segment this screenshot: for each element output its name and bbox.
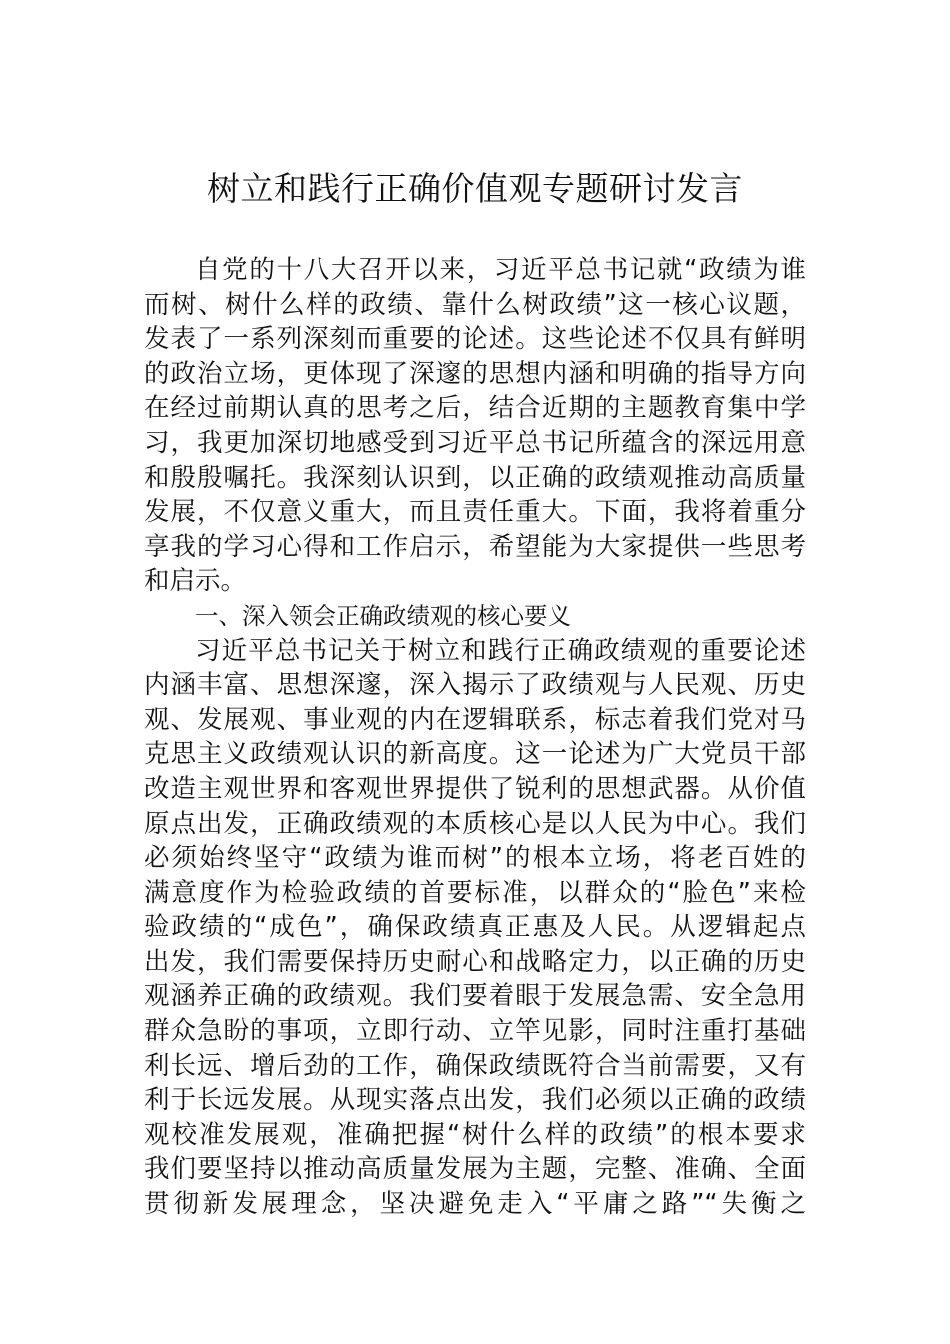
paragraph-line: 原点出发，正确政绩观的本质核心是以人民为中心。我们	[144, 808, 806, 839]
paragraph-line: 习，我更加深切地感受到习近平总书记所蕴含的深远用意	[144, 427, 806, 458]
paragraph-line: 贯彻新发展理念，坚决避免走入“平庸之路”“失衡之	[144, 1189, 806, 1220]
paragraph-line: 发展，不仅意义重大，而且责任重大。下面，我将着重分	[144, 497, 806, 528]
section-heading: 一、深入领会正确政绩观的核心要义	[195, 601, 571, 630]
paragraph-line: 在经过前期认真的思考之后，结合近期的主题教育集中学	[144, 393, 806, 424]
paragraph-line: 观涵养正确的政绩观。我们要着眼于发展急需、安全急用	[144, 981, 806, 1012]
document-title: 树立和践行正确价值观专题研讨发言	[207, 169, 743, 208]
paragraph-line: 的政治立场，更体现了深邃的思想内涵和明确的指导方向	[144, 358, 806, 389]
paragraph-line: 观校准发展观，准确把握“树什么样的政绩”的根本要求	[144, 1119, 806, 1150]
paragraph-line: 和启示。	[144, 566, 247, 597]
paragraph-line: 习近平总书记关于树立和践行正确政绩观的重要论述	[195, 635, 806, 666]
paragraph-line: 必须始终坚守“政绩为谁而树”的根本立场，将老百姓的	[144, 843, 806, 874]
paragraph-line: 内涵丰富、思想深邃，深入揭示了政绩观与人民观、历史	[144, 670, 806, 701]
paragraph-line: 利长远、增后劲的工作，确保政绩既符合当前需要，又有	[144, 1050, 806, 1081]
paragraph-line: 我们要坚持以推动高质量发展为主题，完整、准确、全面	[144, 1154, 806, 1185]
document-body	[144, 253, 806, 1222]
paragraph-line: 享我的学习心得和工作启示，希望能为大家提供一些思考	[144, 531, 806, 562]
paragraph-line: 群众急盼的事项，立即行动、立竿见影，同时注重打基础	[144, 1016, 806, 1047]
paragraph-line: 改造主观世界和客观世界提供了锐利的思想武器。从价值	[144, 773, 806, 804]
paragraph-line: 克思主义政绩观认识的新高度。这一论述为广大党员干部	[144, 739, 806, 770]
paragraph-line: 自党的十八大召开以来，习近平总书记就“政绩为谁	[195, 255, 806, 285]
paragraph-line: 和殷殷嘱托。我深刻认识到，以正确的政绩观推动高质量	[144, 462, 806, 493]
paragraph-line: 观、发展观、事业观的内在逻辑联系，标志着我们党对马	[144, 704, 806, 735]
paragraph-line: 而树、树什么样的政绩、靠什么树政绩”这一核心议题，	[144, 289, 806, 320]
paragraph-line: 满意度作为检验政绩的首要标准，以群众的“脸色”来检	[144, 877, 806, 908]
paragraph-line: 验政绩的“成色”，确保政绩真正惠及人民。从逻辑起点	[144, 912, 806, 943]
paragraph-line: 发表了一系列深刻而重要的论述。这些论述不仅具有鲜明	[144, 324, 806, 355]
paragraph-line: 利于长远发展。从现实落点出发，我们必须以正确的政绩	[144, 1085, 806, 1116]
paragraph-line: 出发，我们需要保持历史耐心和战略定力，以正确的历史	[144, 946, 806, 977]
